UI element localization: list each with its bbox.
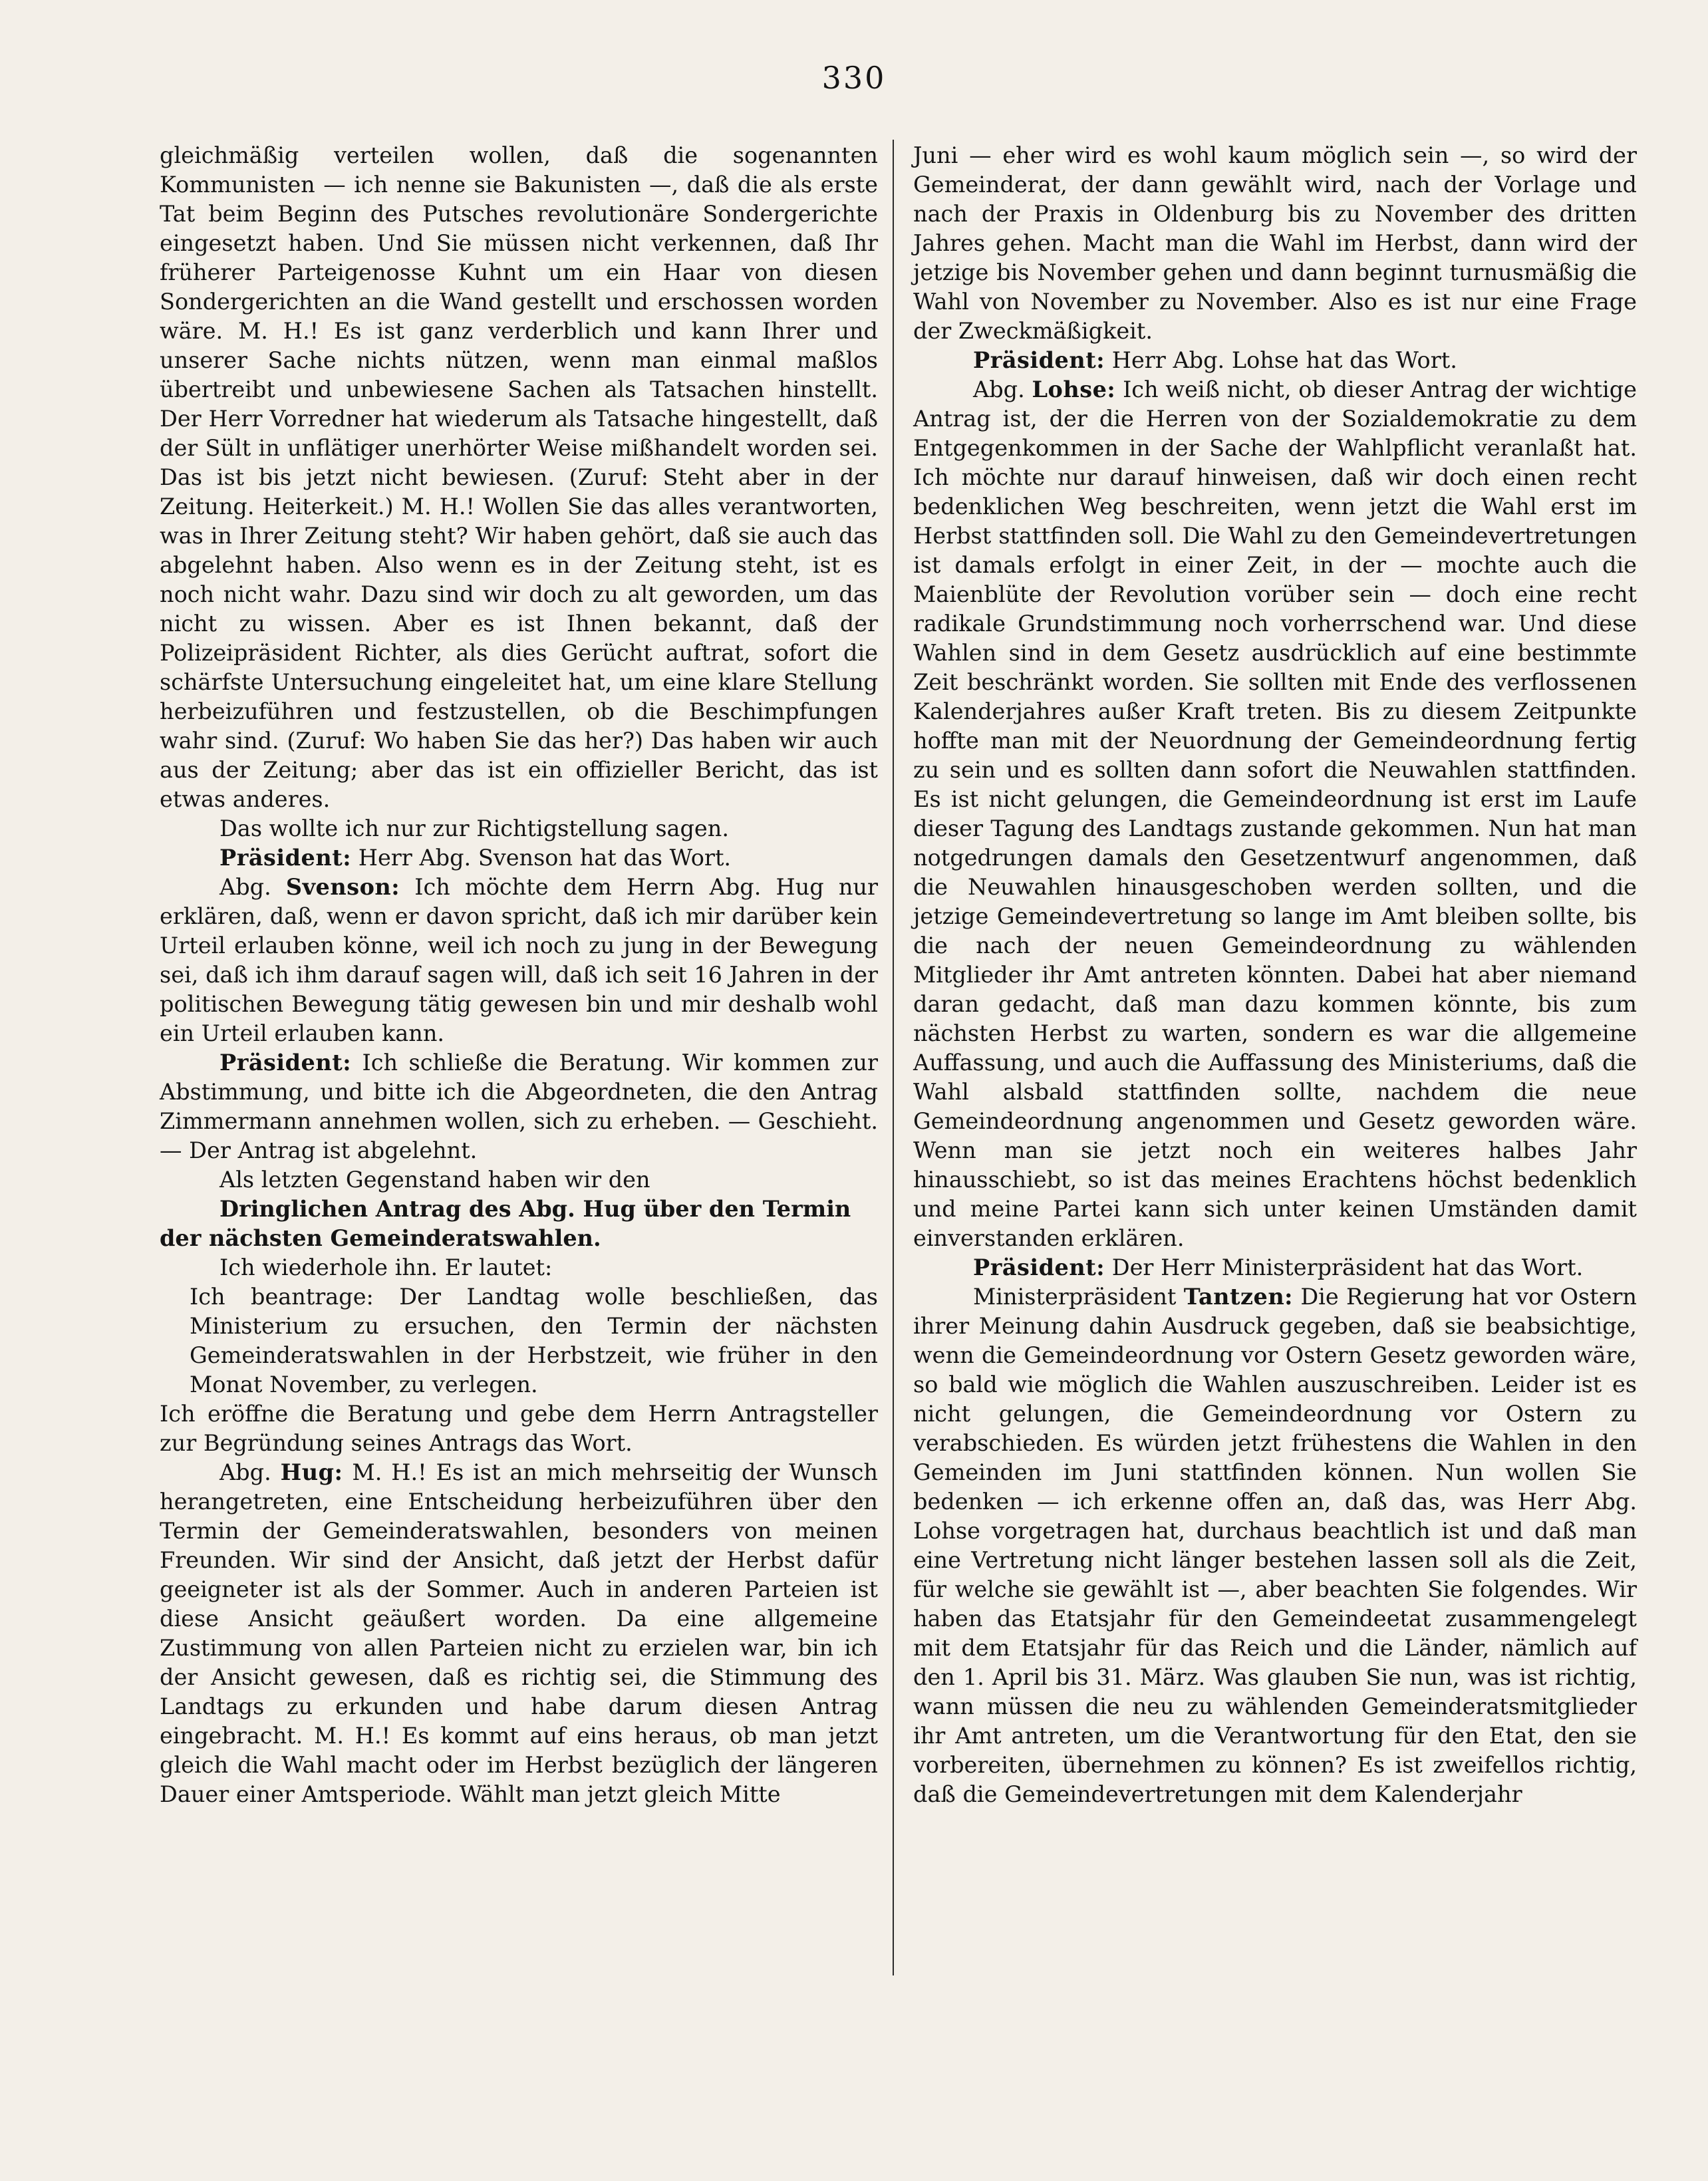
speaker-prefix: Abg. [219, 874, 271, 900]
speech-text: M. H.! Es ist an mich mehrseitig der Wunsch herangetreten, eine Entscheidung herbeizuführen über den Termin der Gemeinderatswahlen, besonders von meinen Freunden. Wir sind der Ansicht, daß jetzt der Herbst dafür geeigneter ist als der Sommer. Auch in anderen Parteien ist diese Ansicht geäußert worden. Da eine allgemeine Zustimmung von allen Parteien nicht zu erzielen war, bin ich der Ansicht gewesen, daß es richtig sei, die Stimmung des Landtags zu erkunden und habe darum diesen Antrag eingebracht. M. H.! Es kommt auf eins heraus, ob man jetzt gleich die Wahl macht oder im Herbst bezüglich der längeren Dauer einer Amtsperiode. Wählt man jetzt gleich Mitte [160, 1459, 878, 1807]
paragraph: Ich wiederhole ihn. Er lautet: [219, 1254, 553, 1280]
paragraph [160, 1048, 878, 1165]
speaker-prefix: Abg. [973, 376, 1025, 402]
speech-text: Die Regierung hat vor Ostern ihrer Meinung dahin Ausdruck gegeben, daß sie beabsichtige, wenn die Gemeindeordnung vor Ostern Gesetz geworden wäre, so bald wie möglich die Wahlen auszuschreiben. Leider ist es nicht gelungen, die Gemeindeordnung vor Ostern zu verabschieden. Es würden jetzt frühestens die Wahlen in den Gemeinden im Juni stattfinden können. Nun wollen Sie bedenken — ich erkenne offen an, daß das, was Herr Abg. Lohse vorgetragen hat, durchaus beachtlich ist und daß man eine Vertretung nicht länger bestehen lassen soll als die Zeit, für welche sie gewählt ist —, aber beachten Sie folgendes. Wir haben das Etatsjahr für den Gemeindeetat zusammengelegt mit dem Etatsjahr für das Reich und die Länder, nämlich auf den 1. April bis 31. März. Was glauben Sie nun, was ist richtig, wann müssen die neu zu wählenden Gemeinderatsmitglieder ihr Amt antreten, um die Verantwortung für den Etat, den sie vorbereiten, übernehmen zu können? Es ist zweifellos richtig, daß die Gemeindevertretungen mit dem Kalenderjahr [913, 1284, 1637, 1807]
right-column [913, 141, 1637, 1809]
speaker-name: Präsident: [973, 347, 1105, 373]
speech-text: Herr Abg. Svenson hat das Wort. [358, 845, 732, 871]
paragraph: Als letzten Gegenstand haben wir den [219, 1167, 650, 1193]
speaker-name: Svenson: [285, 874, 400, 900]
paragraph [913, 1282, 1637, 1809]
speaker-prefix: Abg. [219, 1459, 271, 1485]
paragraph: Ich eröffne die Beratung und gebe dem Herrn Antragsteller zur Begründung seines Antrags das Wort. [160, 1401, 878, 1456]
paragraph [913, 346, 1637, 375]
paragraph [160, 1458, 878, 1809]
page-number: 330 [821, 60, 887, 96]
paragraph: Das wollte ich nur zur Richtigstellung sagen. [219, 815, 729, 841]
paragraph [913, 375, 1637, 1253]
speaker-name: Präsident: [219, 845, 352, 871]
speech-text: Ich möchte dem Herrn Abg. Hug nur erklären, daß, wenn er davon spricht, daß ich mir darüber kein Urteil erlauben könne, weil ich noch zu jung in der Bewegung sei, daß ich ihm darauf sagen will, daß ich seit 16 Jahren in der politischen Bewegung tätig gewesen bin und mir deshalb wohl ein Urteil erlauben kann. [160, 874, 878, 1046]
speaker-name: Lohse: [1032, 376, 1116, 402]
left-column [160, 141, 878, 1809]
agenda-heading: Dringlichen Antrag des Abg. Hug über den Termin der nächsten Gemeinderatswahlen. [160, 1196, 851, 1251]
speech-text: Der Herr Ministerpräsident hat das Wort. [1111, 1254, 1584, 1280]
speech-text: Ich schließe die Beratung. Wir kommen zur Abstimmung, und bitte ich die Abgeordneten, die den Antrag Zimmermann annehmen wollen, sich zu erheben. — Geschieht. — Der Antrag ist abgelehnt. [160, 1050, 878, 1163]
speaker-prefix: Ministerpräsident [973, 1284, 1177, 1310]
speaker-name: Präsident: [219, 1050, 352, 1076]
speaker-name: Präsident: [973, 1254, 1105, 1280]
motion-quote: Ich beantrage: Der Landtag wolle beschließen, das Ministerium zu ersuchen, den Termin der nächsten Gemeinderatswahlen in der Herbstzeit, wie früher in den Monat November, zu verlegen. [190, 1284, 878, 1397]
speech-text: Herr Abg. Lohse hat das Wort. [1111, 347, 1457, 373]
speaker-name: Tantzen: [1183, 1284, 1294, 1310]
paragraph [160, 873, 878, 1048]
speech-text: Ich weiß nicht, ob dieser Antrag der wichtige Antrag ist, der die Herren von der Sozialdemokratie zu dem Entgegenkommen in der Sache der Wahlpflicht veranlaßt hat. Ich möchte nur darauf hinweisen, daß wir doch einen recht bedenklichen Weg beschreiten, wenn jetzt die Wahl erst im Herbst stattfinden soll. Die Wahl zu den Gemeindevertretungen ist damals erfolgt in einer Zeit, in der — mochte auch die Maienblüte der Revolution vorüber sein — doch eine recht radikale Grundstimmung noch vorherrschend war. Und diese Wahlen sind in dem Gesetz ausdrücklich auf eine bestimmte Zeit beschränkt worden. Sie sollten mit Ende des verflossenen Kalenderjahres außer Kraft treten. Bis zu diesem Zeitpunkte hoffte man mit der Neuordnung der Gemeindeordnung fertig zu sein und es sollten dann sofort die Neuwahlen stattfinden. Es ist nicht gelungen, die Gemeindeordnung ist erst im Laufe dieser Tagung des Landtags zustande gekommen. Nun hat man notgedrungen damals den Gesetzentwurf angenommen, daß die Neuwahlen hinausgeschoben werden sollten, und die jetzige Gemeindevertretung so lange im Amt bleiben sollte, bis die nach der neuen Gemeindeordnung zu wählenden Mitglieder ihr Amt antreten könnten. Dabei hat aber niemand daran gedacht, daß man dazu kommen könnte, bis zum nächsten Herbst zu warten, sondern es war die allgemeine Auffassung, und auch die Auffassung des Ministeriums, daß die Wahl alsbald stattfinden sollte, nachdem die neue Gemeindeordnung angenommen und Gesetz geworden wäre. Wenn man sie jetzt noch ein weiteres halbes Jahr hinausschiebt, so ist das meines Erachtens höchst bedenklich und meine Partei kann sich unter keinen Umständen damit einverstanden erklären. [913, 376, 1637, 1251]
paragraph [160, 843, 878, 873]
speaker-name: Hug: [280, 1459, 343, 1485]
paragraph: Juni — eher wird es wohl kaum möglich sein —, so wird der Gemeinderat, der dann gewählt wird, nach der Vorlage und nach der Praxis in Oldenburg bis zu November des dritten Jahres gehen. Macht man die Wahl im Herbst, dann wird der jetzige bis November gehen und dann beginnt turnusmäßig die Wahl von November zu November. Also es ist nur eine Frage der Zweckmäßigkeit. [913, 142, 1637, 344]
column-divider [893, 140, 894, 1975]
paragraph: gleichmäßig verteilen wollen, daß die sogenannten Kommunisten — ich nenne sie Bakunisten —, daß die als erste Tat beim Beginn des Putsches revolutionäre Sondergerichte eingesetzt haben. Und Sie müssen nicht verkennen, daß Ihr früherer Parteigenosse Kuhnt um ein Haar von diesen Sondergerichten an die Wand gestellt und erschossen worden wäre. M. H.! Es ist ganz verderblich und kann Ihrer und unserer Sache nichts nützen, wenn man einmal maßlos übertreibt und unbewiesene Sachen als Tatsachen hinstellt. Der Herr Vorredner hat wiederum als Tatsache hingestellt, daß der Sült in unflätiger unerhörter Weise mißhandelt worden sei. Das ist bis jetzt nicht bewiesen. (Zuruf: Steht aber in der Zeitung. Heiterkeit.) M. H.! Wollen Sie das alles verantworten, was in Ihrer Zeitung steht? Wir haben gehört, daß sie auch das abgelehnt haben. Also wenn es in der Zeitung steht, ist es noch nicht wahr. Dazu sind wir doch zu alt geworden, um das nicht zu wissen. Aber es ist Ihnen bekannt, daß der Polizeipräsident Richter, als dies Gerücht auftrat, sofort die schärfste Untersuchung eingeleitet hat, um eine klare Stellung herbeizuführen und festzustellen, ob die Beschimpfungen wahr sind. (Zuruf: Wo haben Sie das her?) Das haben wir auch aus der Zeitung; aber das ist ein offizieller Bericht, das ist etwas anderes. [160, 142, 878, 812]
paragraph [913, 1253, 1637, 1282]
